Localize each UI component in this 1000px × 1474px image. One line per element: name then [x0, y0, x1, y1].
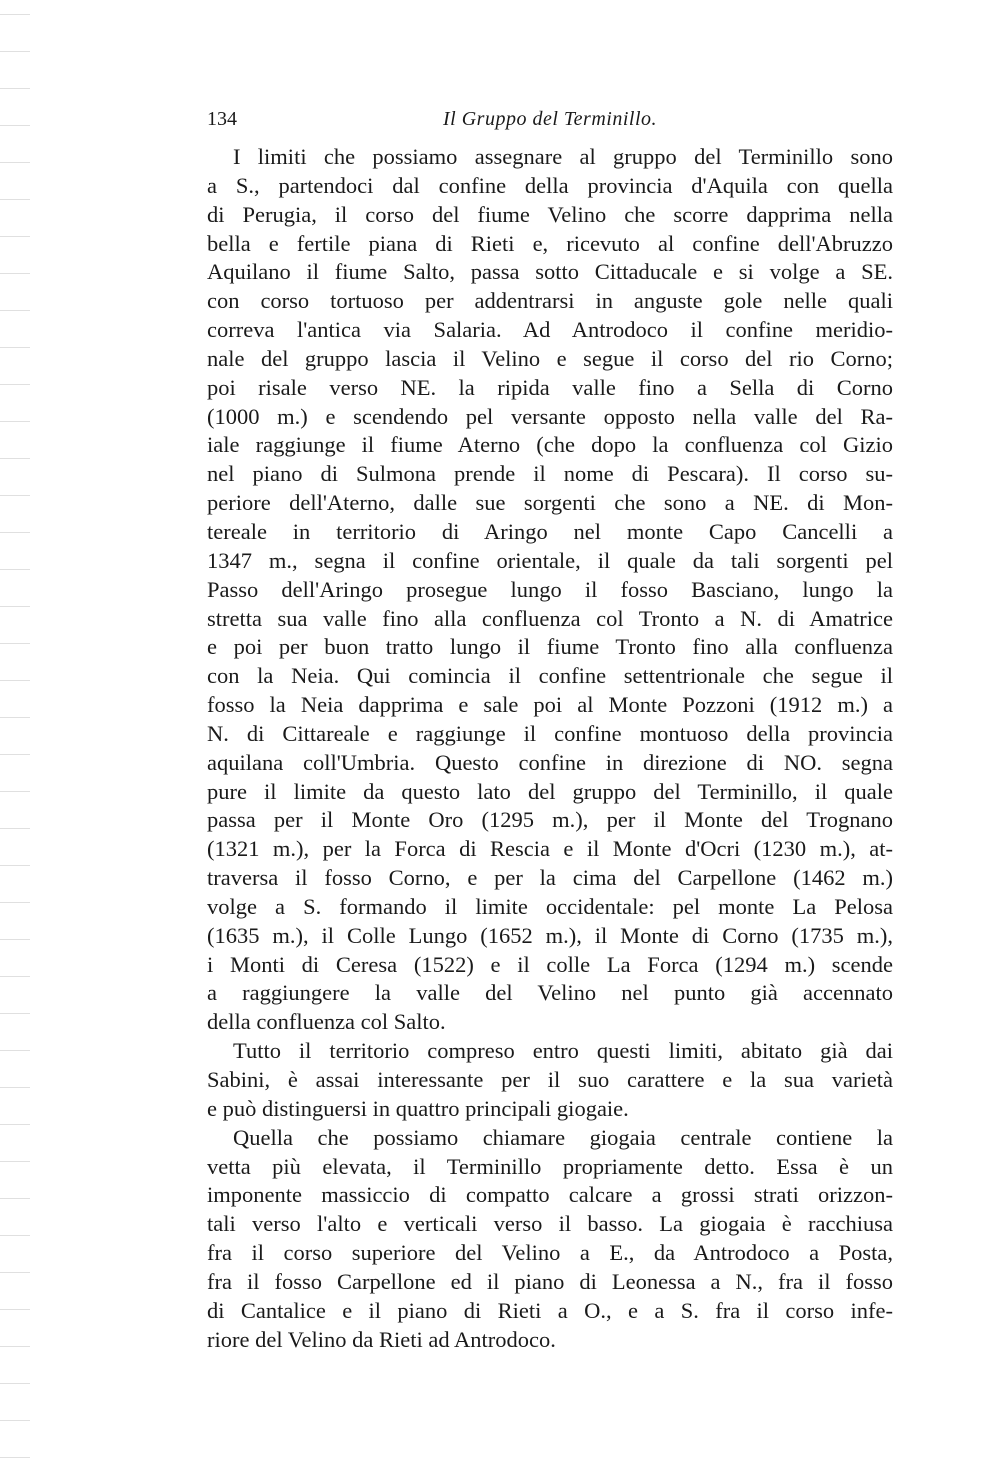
text-line: aquilana coll'Umbria. Questo confine in direzione di NO. segna [207, 749, 893, 775]
text-line: nale del gruppo lascia il Velino e segue il corso del rio Corno; [207, 345, 893, 371]
page-header [207, 108, 893, 136]
text-line: i Monti di Ceresa (1522) e il colle La Forca (1294 m.) scende [207, 951, 893, 977]
text-line: Tutto il territorio compreso entro questi limiti, abitato già dai [233, 1038, 893, 1064]
text-line: Passo dell'Aringo prosegue lungo il fosso Basciano, lungo la [207, 576, 893, 602]
text-line: traversa il fosso Corno, e per la cima del Carpellone (1462 m.) [207, 865, 893, 891]
text-line: di Cantalice e il piano di Rieti a O., e a S. fra il corso infe- [207, 1297, 893, 1323]
text-line: a S., partendoci dal confine della provincia d'Aquila con quella [207, 172, 893, 198]
paragraph [207, 1037, 893, 1124]
text-line: periore dell'Aterno, dalle sue sorgenti che sono a NE. di Mon- [207, 490, 893, 516]
text-line: (1635 m.), il Colle Lungo (1652 m.), il Monte di Corno (1735 m.), [207, 922, 893, 948]
text-line: con corso tortuoso per addentrarsi in anguste gole nelle quali [207, 288, 893, 314]
text-line: Aquilano il fiume Salto, passa sotto Cittaducale e si volge a SE. [207, 259, 893, 285]
text-line: N. di Cittareale e raggiunge il confine montuoso della provincia [207, 720, 893, 746]
paragraph [207, 143, 893, 1037]
text-line: volge a S. formando il limite occidentale: pel monte La Pelosa [207, 893, 893, 919]
text-line: 1347 m., segna il confine orientale, il quale da tali sorgenti pel [207, 547, 893, 573]
text-line: e poi per buon tratto lungo il fiume Tronto fino alla confluenza [207, 634, 893, 660]
text-line: e può distinguersi in quattro principali giogaie. [207, 1095, 629, 1121]
text-line: stretta sua valle fino alla confluenza col Tronto a N. di Amatrice [207, 605, 893, 631]
page-body [207, 143, 893, 1354]
page-number: 134 [207, 108, 237, 130]
text-line: Sabini, è assai interessante per il suo carattere e la sua varietà [207, 1067, 893, 1092]
scan-edge-marks [0, 0, 30, 1474]
text-line: I limiti che possiamo assegnare al gruppo del Terminillo sono [233, 144, 893, 169]
text-line: poi risale verso NE. la ripida valle fino a Sella di Corno [207, 374, 893, 400]
running-title: Il Gruppo del Terminillo. [443, 108, 657, 130]
text-line: passa per il Monte Oro (1295 m.), per il Monte del Trognano [207, 807, 893, 833]
paragraph [207, 1124, 893, 1355]
text-line: imponente massiccio di compatto calcare a grossi strati orizzon- [207, 1182, 893, 1208]
text-line: con la Neia. Qui comincia il confine settentrionale che segue il [207, 663, 893, 689]
text-line: fra il fosso Carpellone ed il piano di Leonessa a N., fra il fosso [207, 1268, 893, 1294]
text-line: tali verso l'alto e verticali verso il basso. La giogaia è racchiusa [207, 1211, 893, 1237]
text-line: bella e fertile piana di Rieti e, ricevuto al confine dell'Abruzzo [207, 230, 893, 256]
text-line: correva l'antica via Salaria. Ad Antrodoco il confine meridio- [207, 317, 893, 343]
text-line: vetta più elevata, il Terminillo propriamente detto. Essa è un [207, 1153, 893, 1179]
text-line: di Perugia, il corso del fiume Velino che scorre dapprima nella [207, 201, 893, 227]
text-line: (1000 m.) e scendendo pel versante opposto nella valle del Ra- [207, 403, 893, 429]
text-line: fosso la Neia dapprima e sale poi al Monte Pozzoni (1912 m.) a [207, 692, 893, 718]
text-line: Quella che possiamo chiamare giogaia centrale contiene la [233, 1124, 893, 1150]
text-line: iale raggiunge il fiume Aterno (che dopo la confluenza col Gizio [207, 432, 893, 458]
text-line: tereale in territorio di Aringo nel monte Capo Cancelli a [207, 518, 893, 544]
text-line: (1321 m.), per la Forca di Rescia e il Monte d'Ocri (1230 m.), at- [207, 836, 893, 862]
text-line: fra il corso superiore del Velino a E., da Antrodoco a Posta, [207, 1240, 893, 1266]
text-line: nel piano di Sulmona prende il nome di Pescara). Il corso su- [207, 461, 893, 487]
text-line: pure il limite da questo lato del gruppo del Terminillo, il quale [207, 778, 893, 804]
text-line: a raggiungere la valle del Velino nel punto già accennato [207, 980, 893, 1006]
text-line: della confluenza col Salto. [207, 1009, 446, 1035]
text-line: riore del Velino da Rieti ad Antrodoco. [207, 1326, 556, 1352]
